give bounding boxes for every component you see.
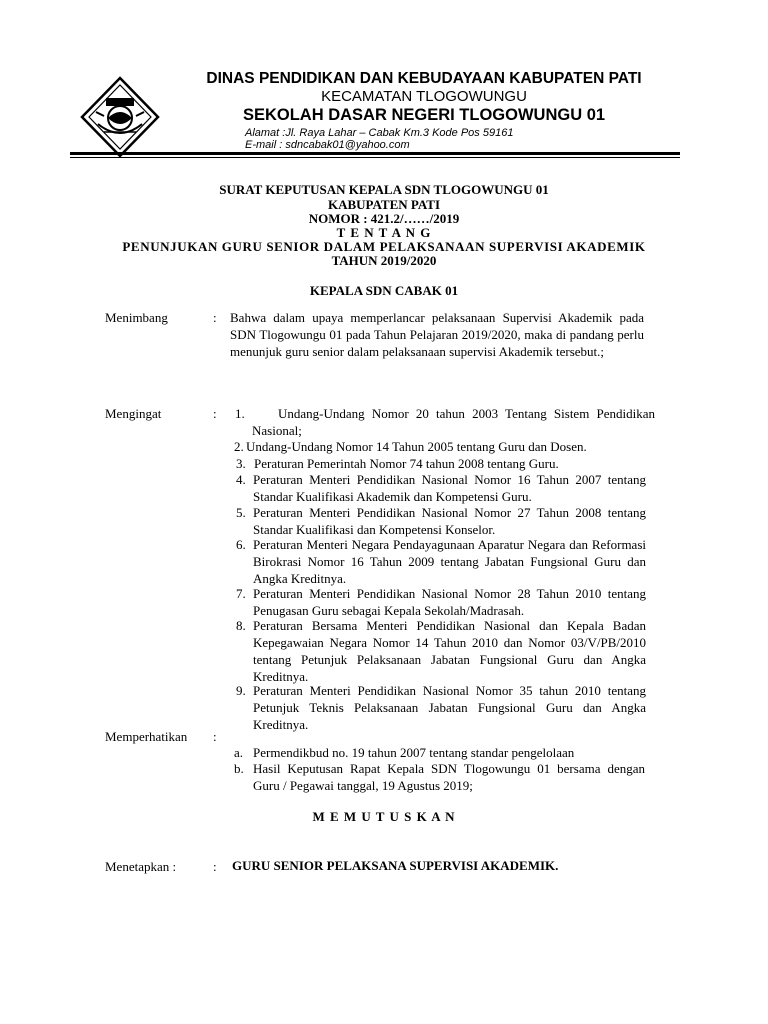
letterhead-address: Alamat :Jl. Raya Lahar – Cabak Km.3 Kode Pos 59161	[245, 127, 514, 139]
letterhead-rule-thin	[70, 157, 680, 158]
menetapkan-text: GURU SENIOR PELAKSANA SUPERVISI AKADEMIK.	[232, 858, 559, 873]
decree-issuer: KEPALA SDN CABAK 01	[309, 283, 459, 298]
mengingat-item-number: 6.	[236, 537, 246, 552]
mengingat-label: Mengingat	[105, 406, 162, 421]
menetapkan-colon: :	[213, 859, 217, 874]
decree-subject: PENUNJUKAN GURU SENIOR DALAM PELAKSANAAN SUPERVISI AKADEMIK	[122, 239, 646, 254]
mengingat-item-number: 8.	[236, 618, 246, 633]
mengingat-item-number: 1.	[235, 406, 245, 421]
letterhead-agency: DINAS PENDIDIKAN DAN KEBUDAYAAN KABUPATEN PATI	[206, 70, 642, 87]
decree-regency: KABUPATEN PATI	[327, 197, 441, 212]
mengingat-item-number: 7.	[236, 586, 246, 601]
memperhatikan-item: Hasil Keputusan Rapat Kepala SDN Tlogowungu 01 bersama dengan Guru / Pegawai tanggal, 19 Agustus 2019;	[253, 761, 645, 793]
mengingat-item-number: 9.	[236, 683, 246, 698]
memperhatikan-item-letter: b.	[234, 761, 244, 776]
mengingat-item: Undang-Undang Nomor 14 Tahun 2005 tentang Guru dan Dosen.	[246, 439, 587, 454]
mengingat-item-number: 4.	[236, 472, 246, 487]
regency-crest-icon	[78, 76, 162, 158]
letterhead-rule-thick	[70, 152, 680, 155]
decree-number: NOMOR : 421.2/……/2019	[308, 211, 460, 226]
memperhatikan-item-letter: a.	[234, 745, 244, 760]
decree-tentang: T E N T A N G	[336, 225, 432, 240]
mengingat-colon: :	[213, 406, 217, 421]
memperhatikan-item: Permendikbud no. 19 tahun 2007 tentang standar pengelolaan	[253, 745, 575, 760]
mengingat-item-number: 5.	[236, 505, 246, 520]
letterhead-district: KECAMATAN TLOGOWUNGU	[321, 88, 527, 105]
decree-title: SURAT KEPUTUSAN KEPALA SDN TLOGOWUNGU 01	[219, 182, 549, 197]
mengingat-item: Peraturan Bersama Menteri Pendidikan Nasional dan Kepala Badan Kepegawaian Negara Nomor 14 Tahun 2010 dan Nomor 03/V/PB/2010 tentang Petunjuk Pelaksanaan Jabatan Fungsional Guru dan Angka Kreditnya.	[253, 618, 646, 684]
decree-year: TAHUN 2019/2020	[331, 253, 437, 268]
mengingat-item-number: 3.	[236, 456, 246, 471]
mengingat-item: Peraturan Menteri Pendidikan Nasional Nomor 35 tahun 2010 tentang Petunjuk Teknis Pelaksanaan Jabatan Fungsional Guru dan Angka Kreditnya.	[253, 683, 646, 732]
mengingat-item: Peraturan Pemerintah Nomor 74 tahun 2008 tentang Guru.	[254, 456, 559, 471]
mengingat-item: Peraturan Menteri Pendidikan Nasional Nomor 28 Tahun 2010 tentang Penugasan Guru sebagai Kepala Sekolah/Madrasah.	[253, 586, 646, 618]
mengingat-item: Peraturan Menteri Negara Pendayagunaan Aparatur Negara dan Reformasi Birokrasi Nomor 16 Tahun 2009 tentang Jabatan Fungsional Guru dan Angka Kreditnya.	[253, 537, 646, 586]
menimbang-label: Menimbang	[105, 310, 168, 325]
mengingat-item: Peraturan Menteri Pendidikan Nasional Nomor 27 Tahun 2008 tentang Standar Kualifikasi dan Kompetensi Konselor.	[253, 505, 646, 537]
menetapkan-label: Menetapkan :	[105, 859, 177, 874]
letterhead-school: SEKOLAH DASAR NEGERI TLOGOWUNGU 01	[242, 106, 606, 124]
memutuskan-heading: M E M U T U S K A N	[312, 809, 456, 824]
memperhatikan-label: Memperhatikan	[105, 729, 188, 744]
mengingat-item: Undang-Undang Nomor 20 tahun 2003 Tentang Sistem Pendidikan Nasional;	[252, 406, 655, 438]
menimbang-colon: :	[213, 310, 217, 325]
mengingat-item: Peraturan Menteri Pendidikan Nasional Nomor 16 Tahun 2007 tentang Standar Kualifikasi Akademik dan Kompetensi Guru.	[253, 472, 646, 504]
memperhatikan-colon: :	[213, 729, 217, 744]
letterhead-email: E-mail : sdncabak01@yahoo.com	[245, 139, 410, 151]
menimbang-text: Bahwa dalam upaya memperlancar pelaksanaan Supervisi Akademik pada SDN Tlogowungu 01 pada Tahun Pelajaran 2019/2020, maka di pandang perlu menunjuk guru senior dalam pelaksanaan supervisi Akademik tersebut.;	[230, 310, 644, 359]
mengingat-item-number: 2.	[234, 439, 244, 454]
